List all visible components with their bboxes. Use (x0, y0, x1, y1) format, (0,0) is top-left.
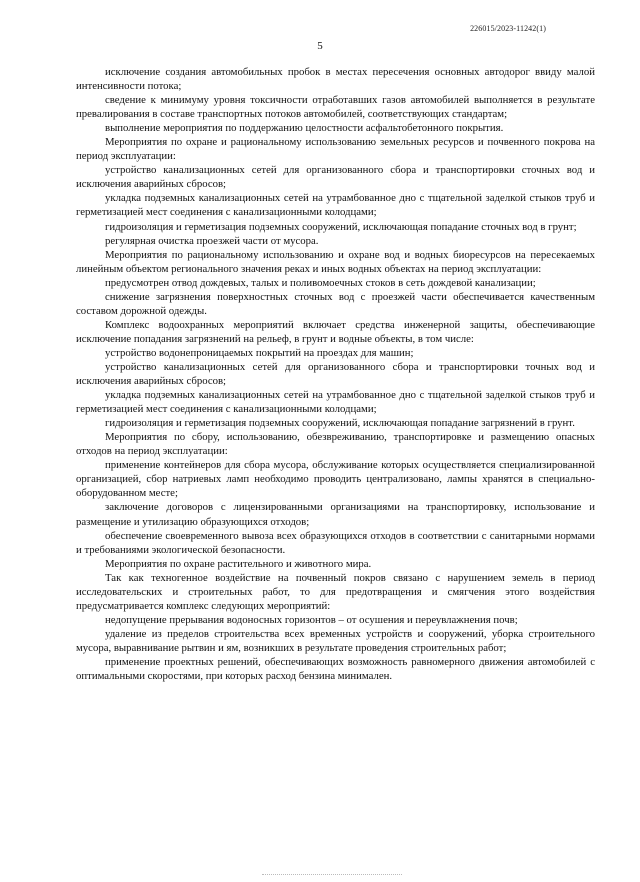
page-number: 5 (317, 40, 323, 52)
paragraph: укладка подземных канализационных сетей на утрамбованное дно с тщательной заделкой стыков труб и герметизацией мест соединения с канализационными колодцами; (76, 192, 595, 219)
paragraph: предусмотрен отвод дождевых, талых и поливомоечных стоков в сеть дождевой канализации; (105, 276, 536, 289)
paragraph: заключение договоров с лицензированными организациями на транспортировку, использование и размещение и утилизацию образующихся отходов; (76, 501, 595, 528)
paragraph: Комплекс водоохранных мероприятий включает средства инженерной защиты, обеспечивающие исключение попадания загрязнений на рельеф, в грунт и водные объекты, в том числе: (76, 318, 595, 345)
paragraph: устройство канализационных сетей для организованного сбора и транспортировки точных вод и исключения аварийных сбросов; (76, 360, 595, 388)
paragraph: устройство водонепроницаемых покрытий на проездах для машин; (105, 346, 414, 359)
paragraph: обеспечение своевременного вывоза всех образующихся отходов в соответствии с санитарными нормами и требованиями экологической безопасности. (76, 529, 595, 556)
paragraph: исключение создания автомобильных пробок в местах пересечения основных автодорог ввиду малой интенсивности потока; (76, 66, 595, 93)
paragraph: устройство канализационных сетей для организованного сбора и транспортировки сточных вод и исключения аварийных сбросов; (76, 164, 595, 191)
paragraph: гидроизоляция и герметизация подземных сооружений, исключающая попадание загрязнений в грунт. (105, 417, 575, 430)
paragraph: применение проектных решений, обеспечивающих возможность равномерного движения автомобилей с оптимальными скоростями, при которых расход бензина минимален. (76, 655, 595, 683)
paragraph: недопущение прерывания водоносных горизонтов – от осушения и переувлажнения почв; (105, 613, 518, 626)
paragraph: снижение загрязнения поверхностных сточных вод с проезжей части обеспечивается качественным составом дорожной одежды. (76, 290, 595, 317)
section-heading: Мероприятия по охране и рациональному использованию земельных ресурсов и почвенного покрова на период эксплуатации: (76, 136, 595, 163)
section-heading: Мероприятия по охране растительного и животного мира. (105, 557, 372, 570)
paragraph: гидроизоляция и герметизация подземных сооружений, исключающая попадание сточных вод в грунт; (105, 220, 577, 233)
paragraph: выполнение мероприятия по поддержанию целостности асфальтобетонного покрытия. (105, 122, 504, 135)
section-heading: Мероприятия по сбору, использованию, обезвреживанию, транспортировке и размещению опасных отходов на период эксплуатации: (76, 431, 595, 458)
document-body (76, 65, 595, 683)
paragraph: Так как техногенное воздействие на почвенный покров связано с нарушением земель в период исследовательских и строительных работ, то для предотвращения и смягчения этого воздействия предусматривается комплекс следующих мероприятий: (76, 571, 595, 612)
paragraph: регулярная очистка проезжей части от мусора. (105, 234, 319, 247)
paragraph: удаление из пределов строительства всех временных устройств и сооружений, уборка строительного мусора, выравнивание рытвин и ям, возникших в результате проведения строительных работ; (76, 627, 595, 654)
scan-artifact-line (262, 874, 402, 876)
document-number: 226015/2023-11242(1) (470, 24, 546, 33)
paragraph: укладка подземных канализационных сетей на утрамбованное дно с тщательной заделкой стыков труб и герметизацией мест соединения с канализационными колодцами; (76, 389, 595, 416)
paragraph: сведение к минимуму уровня токсичности отработавших газов автомобилей выполняется в результате превалирования в составе транспортных потоков автомобилей, соответствующих стандартам; (76, 94, 595, 121)
paragraph: применение контейнеров для сбора мусора, обслуживание которых осуществляется специализированной организацией, сбор натриевых ламп необходимо проводить централизовано, лампы хранятся в специально-оборудованном месте; (76, 459, 595, 500)
section-heading: Мероприятия по рациональному использованию и охране вод и водных биоресурсов на пересекаемых линейным объектом регионального значения реках и иных водных объектах на период эксплуатации: (76, 248, 595, 275)
